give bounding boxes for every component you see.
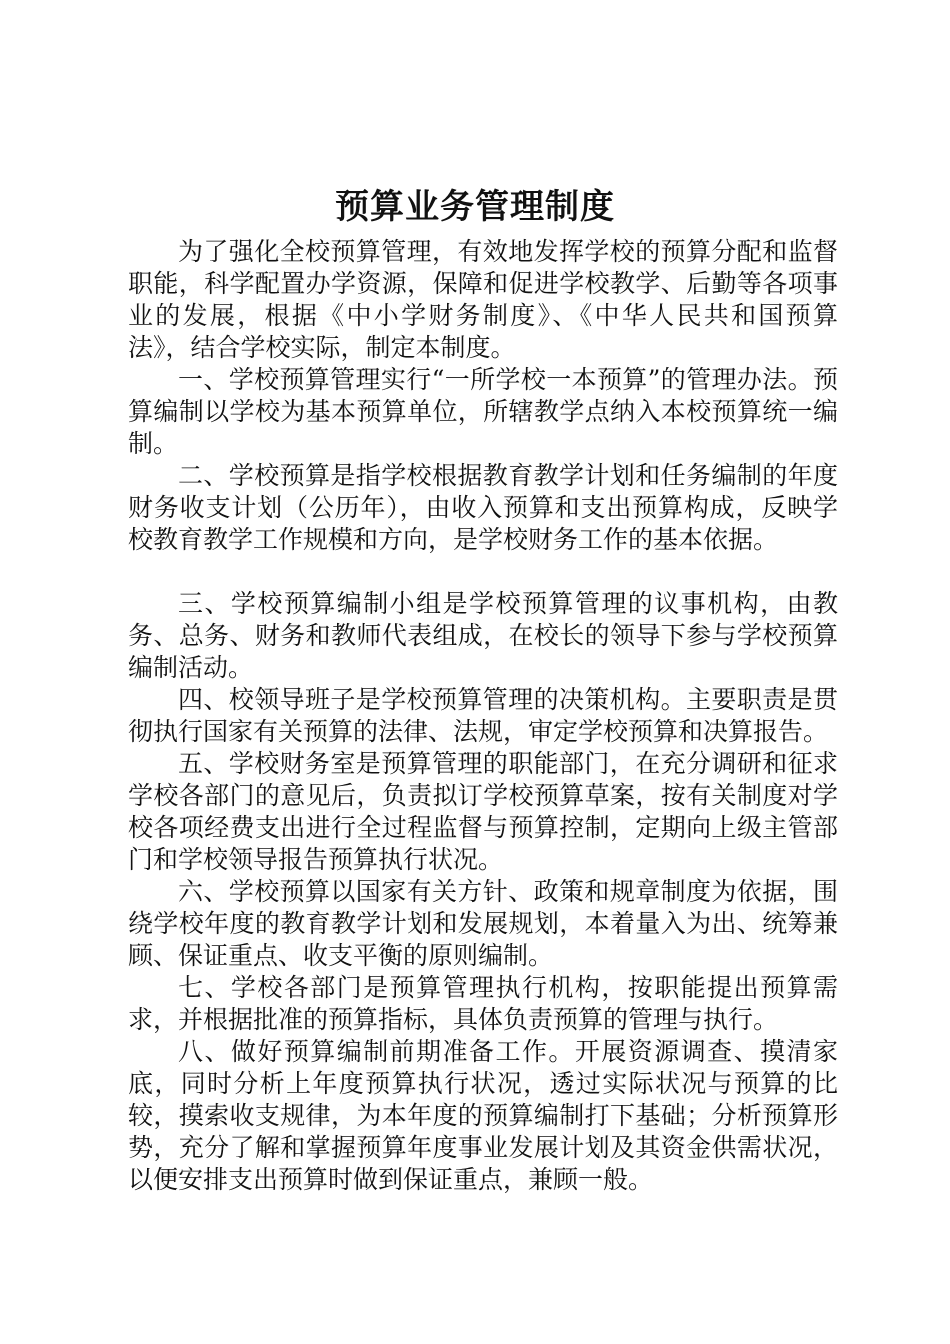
paragraph-5: 五、学校财务室是预算管理的职能部门，在充分调研和征求学校各部门的意见后，负责拟订学校预算草案，按有关制度对学校各项经费支出进行全过程监督与预算控制，定期向上级主管部门和学校领导报告预算执行状况。 — [128, 749, 838, 874]
paragraph-7: 七、学校各部门是预算管理执行机构，按职能提出预算需求，并根据批准的预算指标，具体负责预算的管理与执行。 — [128, 973, 838, 1034]
paragraph-6: 六、学校预算以国家有关方针、政策和规章制度为依据，围绕学校年度的教育教学计划和发展规划，本着量入为出、统筹兼顾、保证重点、收支平衡的原则编制。 — [128, 877, 838, 970]
paragraph-2: 二、学校预算是指学校根据教育教学计划和任务编制的年度财务收支计划（公历年），由收入预算和支出预算构成，反映学校教育教学工作规模和方向，是学校财务工作的基本依据。 — [128, 461, 838, 554]
paragraph-intro: 为了强化全校预算管理，有效地发挥学校的预算分配和监督职能，科学配置办学资源，保障和促进学校教学、后勤等各项事业的发展，根据《中小学财务制度》、《中华人民共和国预算法》，结合学校实际，制定本制度。 — [128, 237, 838, 362]
document-title: 预算业务管理制度 — [335, 187, 615, 227]
paragraph-3: 三、学校预算编制小组是学校预算管理的议事机构，由教务、总务、财务和教师代表组成，在校长的领导下参与学校预算编制活动。 — [128, 589, 838, 682]
document-body — [128, 236, 838, 1196]
paragraph-8: 八、做好预算编制前期准备工作。开展资源调查、摸清家底，同时分析上年度预算执行状况，透过实际状况与预算的比较，摸索收支规律，为本年度的预算编制打下基础；分析预算形势，充分了解和掌握预算年度事业发展计划及其资金供需状况，以便安排支出预算时做到保证重点，兼顾一般。 — [128, 1037, 838, 1194]
paragraph-4: 四、校领导班子是学校预算管理的决策机构。主要职责是贯彻执行国家有关预算的法律、法规，审定学校预算和决算报告。 — [128, 685, 838, 746]
paragraph-1: 一、学校预算管理实行“一所学校一本预算”的管理办法。预算编制以学校为基本预算单位，所辖教学点纳入本校预算统一编制。 — [128, 365, 838, 458]
